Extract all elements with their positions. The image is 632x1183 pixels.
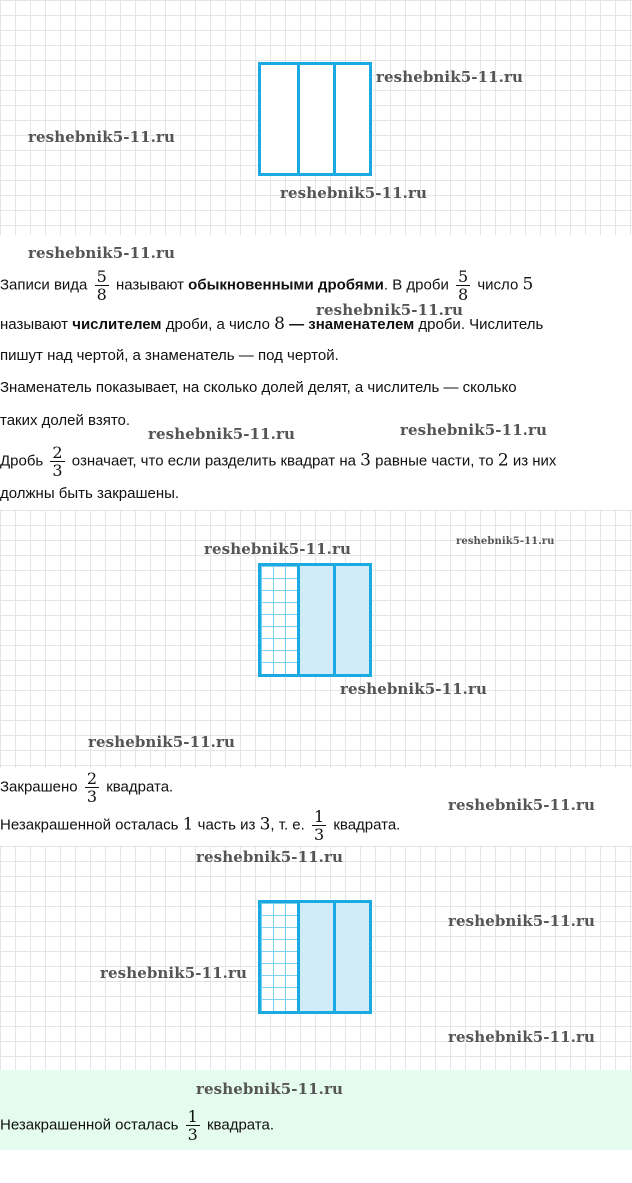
watermark: reshebnik5-11.ru xyxy=(340,680,487,698)
square-two-thirds-shaded xyxy=(258,563,372,677)
watermark: reshebnik5-11.ru xyxy=(376,68,523,86)
watermark: reshebnik5-11.ru xyxy=(400,421,547,439)
paragraph-definition: Записи вида $\frac{5}{8}$ называют обыкновенными дробями. В дроби $\frac{5}{8}$ число 5 xyxy=(0,267,534,304)
watermark: reshebnik5-11.ru xyxy=(448,912,595,930)
answer-text: Незакрашенной осталась $\frac{1}{3}$ квадрата. xyxy=(0,1107,275,1144)
square-part-shaded xyxy=(333,903,369,1011)
paragraph-shaded: Закрашено $\frac{2}{3}$ квадрата. xyxy=(0,769,174,806)
paragraph-unshaded: Незакрашенной осталась 1 часть из 3, т. е. $\frac{1}{3}$ квадрата. xyxy=(0,807,401,844)
watermark: reshebnik5-11.ru xyxy=(280,184,427,202)
watermark: reshebnik5-11.ru xyxy=(28,244,175,262)
watermark: reshebnik5-11.ru xyxy=(28,128,175,146)
square-part-shaded xyxy=(333,566,369,674)
fraction-2-3: $\frac{2}{3}$ xyxy=(52,443,63,480)
watermark: reshebnik5-11.ru xyxy=(448,1028,595,1046)
watermark: reshebnik5-11.ru xyxy=(100,964,247,982)
paragraph-line-7: должны быть закрашены. xyxy=(0,485,180,502)
square-two-thirds-shaded xyxy=(258,900,372,1014)
fraction-1-3: $\frac{1}{3}$ xyxy=(187,1107,198,1144)
fraction-2-3: $\frac{2}{3}$ xyxy=(86,769,98,806)
square-part-1 xyxy=(261,65,297,173)
square-part-shaded xyxy=(297,903,336,1011)
paragraph-line-4: Знаменатель показывает, на сколько долей делят, а числитель — сколько xyxy=(0,379,517,396)
watermark: reshebnik5-11.ru xyxy=(456,536,555,547)
watermark: reshebnik5-11.ru xyxy=(196,1080,343,1098)
watermark: reshebnik5-11.ru xyxy=(196,848,343,866)
paragraph-line-5: таких долей взято. xyxy=(0,412,131,429)
watermark: reshebnik5-11.ru xyxy=(448,796,595,814)
square-part-3 xyxy=(333,65,369,173)
fraction-5-8: $\frac{5}{8}$ xyxy=(96,267,107,304)
square-part-shaded xyxy=(297,566,336,674)
fraction-5-8: $\frac{5}{8}$ xyxy=(458,267,469,304)
square-divided-in-three xyxy=(258,62,372,176)
watermark: reshebnik5-11.ru xyxy=(204,540,351,558)
paragraph-line-3: пишут над чертой, а знаменатель — под чертой. xyxy=(0,347,339,364)
fraction-1-3: $\frac{1}{3}$ xyxy=(313,807,325,844)
paragraph-fraction-meaning: Дробь $\frac{2}{3}$ означает, что если разделить квадрат на 3 равные части, то 2 из них xyxy=(0,443,557,480)
watermark: reshebnik5-11.ru xyxy=(148,425,295,443)
watermark: reshebnik5-11.ru xyxy=(316,301,463,319)
watermark: reshebnik5-11.ru xyxy=(88,733,235,751)
square-part-unshaded xyxy=(261,903,297,1011)
square-part-2 xyxy=(297,65,336,173)
paragraph-numerator: называют числителем дроби, а число 8 — знаменателем дроби. Числитель xyxy=(0,314,544,334)
square-part-unshaded xyxy=(261,566,297,674)
